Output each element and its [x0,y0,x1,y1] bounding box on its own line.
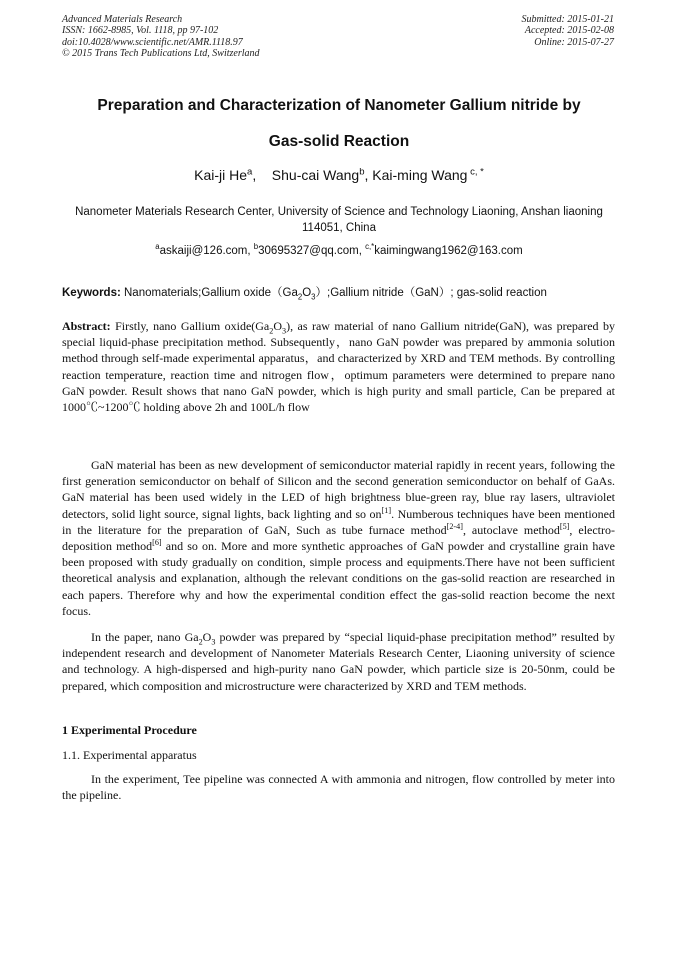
subscript: 2 [198,637,203,647]
author-affil-mark: b [359,166,365,178]
section-heading: 1 Experimental Procedure [62,723,197,737]
author-affil-mark: c, * [467,166,484,178]
author-name: Shu-cai Wang [271,167,360,183]
subscript: 3 [282,326,287,336]
body-text: , electro-deposition method [62,522,616,554]
keywords-text: O [302,287,312,299]
intro-paragraph-2 [62,629,615,694]
email-mark: a [155,242,160,252]
body-paragraph-3 [62,771,615,803]
keywords-text: ）;Gallium nitride（GaN）; gas-solid reaction [315,287,547,299]
citation-ref[interactable]: [1] [381,505,392,515]
abstract-text: ), as raw material of nano Gallium nitride(GaN), was prepared by special liquid-phase precipitation method. Subsequently，nano GaN powder was prepared by ammonia solution method through self-made experimental apparatus，and characterized by XRD and TEM methods. By controlling reaction temperature, reaction time and nitrogen flow，optimum parameters were determined to prepare nano GaN powder. Result shows that nano GaN powder, which is high purity and small particle, Can be prepared at 1000℃~1200℃ holding above 2h and 100L/h flow [62,319,615,415]
abstract-label: Abstract: [62,319,111,333]
intro-paragraph-1 [62,457,615,619]
keywords-line [62,284,618,300]
subscript: 3 [211,637,216,647]
accepted-date: Accepted: 2015-02-08 [524,25,614,37]
journal-name: Advanced Materials Research [62,14,183,25]
subscript: 3 [311,292,316,302]
email-address[interactable]: kaimingwang1962@163.com [374,245,523,257]
online-date: Online: 2015-07-27 [534,36,614,48]
body-text: , autoclave method [462,522,560,537]
author-separator: , [252,167,272,183]
submitted-date: Submitted: 2015-01-21 [521,14,614,25]
keywords-text: Nanomaterials;Gallium oxide（Ga [120,287,298,299]
title-line-2: Gas-solid Reaction [268,133,410,150]
email-mark: c,* [365,242,375,252]
body-text: and so on. More and more synthetic approaches of GaN powder and crystalline grain have been proposed with study gradually on condition, simple process and equipments.There have not been sufficient theoretical analysis and explanation, although the relevant conditions on the gas-solid reaction are researched in each papers. Therefore why and how the experimental condition effect the gas-solid reaction become the next focus. [62,539,615,618]
paper-title [60,88,618,160]
author-name: Kai-ji He [194,167,248,183]
author-separator: , [364,167,373,183]
email-mark: b [253,242,259,252]
abstract-text: Firstly, nano Gallium oxide(Ga [110,319,270,333]
body-text: GaN material has been as new development of semiconductor material rapidly in recent years, following the first generation semiconductor on behalf of Silicon and the second generation semiconductor on behalf of GaAs. GaN material has been used widely in the LED of high brightness blue-green ray, blue ray lasers, ultraviolet detectors, solid light source, signal lights, back lighting and so on [62,458,615,521]
keywords-label: Keywords: [62,287,121,299]
subsection-heading: 1.1. Experimental apparatus [62,748,197,762]
subscript: 2 [269,326,274,336]
copyright-line: © 2015 Trans Tech Publications Ltd, Switzerland [62,48,260,60]
citation-ref[interactable]: [2-4] [446,521,463,531]
issn-line: ISSN: 1662-8985, Vol. 1118, pp 97-102 [62,25,219,37]
journal-header-left [62,14,260,60]
body-text: powder was prepared by “special liquid-phase precipitation method” resulted by independent research and development of Nanometer Materials Research Center, Liaoning university of science and technology. A high-dispersed and high-purity nano GaN powder, which particle size is 20-50nm, could be prepared, which composition and microstructure were characterized by XRD and TEM methods. [62,630,615,693]
abstract [62,318,615,415]
author-list [60,167,618,183]
author-name: Kai-ming Wang [372,167,468,183]
title-line-1: Preparation and Characterization of Nanometer Gallium nitride by [97,97,581,114]
author-emails [60,242,618,257]
abstract-text: O [273,319,283,333]
doi-line: doi:10.4028/www.scientific.net/AMR.1118.97 [62,36,243,48]
journal-header-right [522,14,615,48]
subscript: 2 [297,292,303,302]
body-text: In the paper, nano Ga [91,630,199,644]
email-address[interactable]: askaiji@126.com, [159,245,254,257]
body-text: . Numberous techniques have been mentioned in the literature for the preparation of GaN, Such as tube furnace method [62,506,615,537]
email-address[interactable]: 30695327@qq.com, [258,245,366,257]
body-text: O [202,630,212,644]
citation-ref[interactable]: [5] [559,521,570,531]
affiliation: Nanometer Materials Research Center, University of Science and Technology Liaoning, Anshan liaoning 114051, China [75,206,603,234]
citation-ref[interactable]: [6] [152,538,162,548]
author-affil-mark: a [247,166,253,178]
body-text: In the experiment, Tee pipeline was connected A with ammonia and nitrogen, flow controlled by meter into the pipeline. [62,772,615,803]
